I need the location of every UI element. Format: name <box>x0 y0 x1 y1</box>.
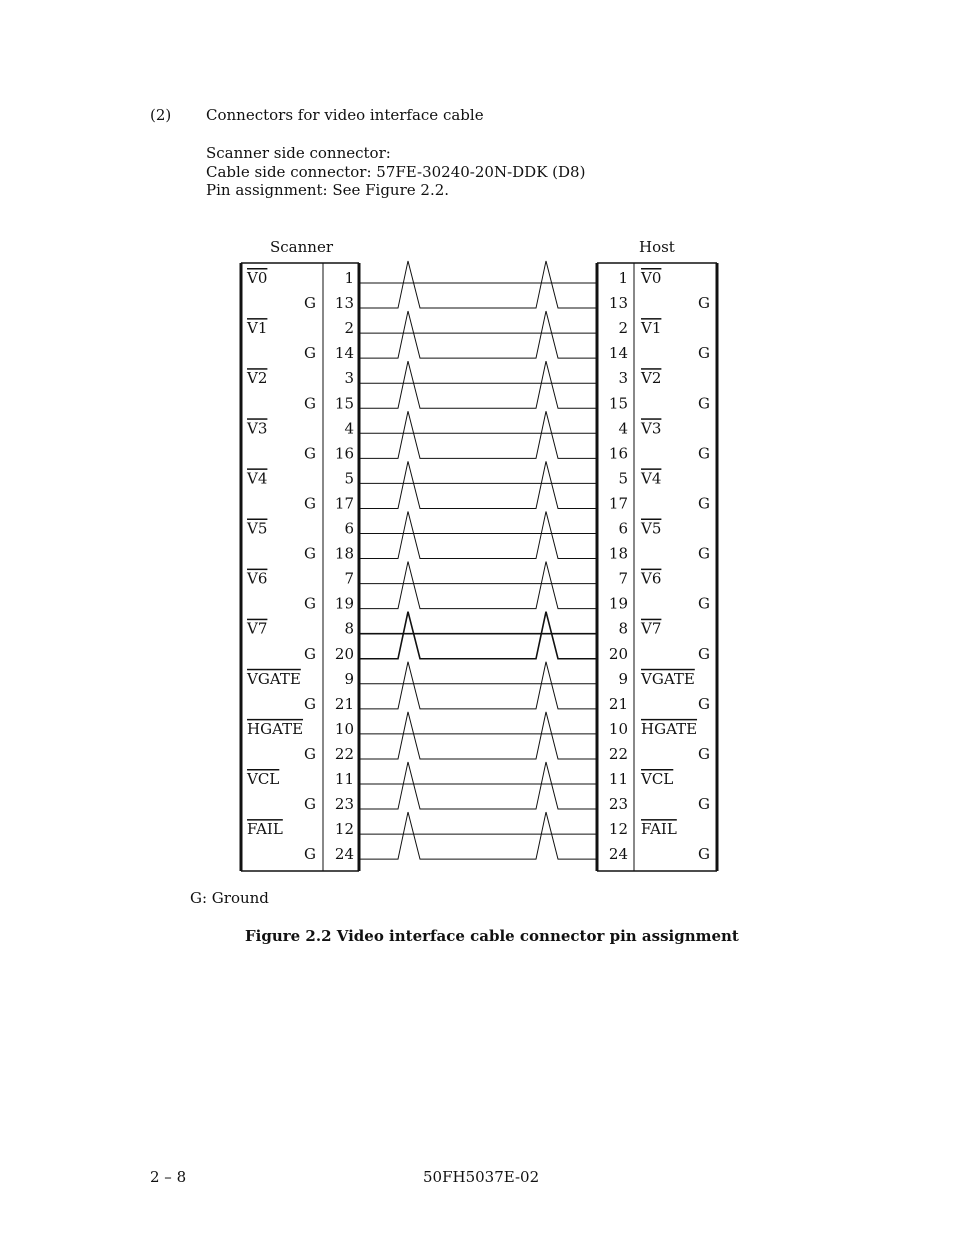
host-pin-number: 15 <box>608 394 628 413</box>
scanner-signal-name: V7 <box>247 619 268 638</box>
scanner-pin-number: 14 <box>334 344 354 363</box>
host-pin-number: 4 <box>618 419 628 438</box>
twisted-pair-wire <box>360 712 596 759</box>
host-label: Host <box>639 238 675 256</box>
host-ground-label: G <box>698 644 710 663</box>
twisted-pair-wire <box>360 812 596 859</box>
scanner-ground-label: G <box>304 694 316 713</box>
twisted-pair-wire <box>360 762 596 809</box>
scanner-ground-label: G <box>304 744 316 763</box>
scanner-signal-name: V3 <box>247 419 268 438</box>
twisted-pair-wire <box>360 662 596 709</box>
scanner-pin-number: 6 <box>344 519 354 538</box>
host-pin-number: 20 <box>608 644 628 663</box>
page-number: 2 – 8 <box>150 1168 187 1186</box>
host-pin-number: 8 <box>618 619 628 638</box>
document-id: 50FH5037E-02 <box>423 1168 540 1186</box>
scanner-pin-number: 20 <box>334 644 354 663</box>
host-ground-label: G <box>698 544 710 563</box>
host-pin-number: 24 <box>608 845 628 864</box>
host-pin-number: 22 <box>608 744 628 763</box>
scanner-label: Scanner <box>270 238 333 256</box>
figure-caption: Figure 2.2 Video interface cable connector pin assignment <box>245 927 739 945</box>
scanner-ground-label: G <box>304 594 316 613</box>
host-signal-name: V7 <box>641 619 662 638</box>
scanner-pin-number: 22 <box>334 744 354 763</box>
host-pin-number: 14 <box>608 344 628 363</box>
scanner-signal-name: V0 <box>247 269 268 287</box>
scanner-pin-number: 7 <box>344 569 354 588</box>
host-signal-name: V2 <box>641 369 662 388</box>
scanner-ground-label: G <box>304 544 316 563</box>
host-ground-label: G <box>698 444 710 463</box>
pin-assignment-note: Pin assignment: See Figure 2.2. <box>206 181 450 199</box>
host-pin-number: 10 <box>608 719 628 738</box>
host-ground-label: G <box>698 344 710 363</box>
section-number: (2) <box>150 106 172 124</box>
host-pin-number: 23 <box>608 795 628 814</box>
scanner-ground-label: G <box>304 344 316 363</box>
scanner-pin-number: 11 <box>334 770 354 788</box>
scanner-ground-label: G <box>304 494 316 513</box>
host-signal-name: HGATE <box>641 719 698 738</box>
scanner-pin-number: 2 <box>344 319 354 338</box>
host-pin-number: 11 <box>608 770 628 788</box>
scanner-signal-name: V5 <box>247 519 268 538</box>
twisted-pair-wire <box>360 261 596 308</box>
host-signal-name: FAIL <box>641 820 677 839</box>
section-title: Connectors for video interface cable <box>206 106 484 124</box>
scanner-pin-number: 5 <box>344 469 354 488</box>
ground-legend: G: Ground <box>190 889 269 907</box>
scanner-pin-number: 21 <box>334 694 354 713</box>
scanner-pin-number: 24 <box>334 845 354 864</box>
twisted-pair-wire <box>360 511 596 558</box>
host-signal-name: V4 <box>641 469 662 488</box>
scanner-pin-number: 10 <box>334 719 354 738</box>
host-signal-name: V3 <box>641 419 662 438</box>
host-ground-label: G <box>698 294 710 313</box>
host-pin-number: 18 <box>608 544 628 563</box>
host-ground-label: G <box>698 795 710 814</box>
scanner-side-connector: Scanner side connector: <box>206 144 391 162</box>
host-signal-name: VCL <box>641 770 674 788</box>
scanner-pin-number: 18 <box>334 544 354 563</box>
host-pin-number: 13 <box>608 294 628 313</box>
scanner-pin-number: 17 <box>334 494 354 513</box>
scanner-pin-number: 13 <box>334 294 354 313</box>
scanner-pin-number: 4 <box>344 419 354 438</box>
host-pin-number: 12 <box>608 820 628 839</box>
host-pin-number: 17 <box>608 494 628 513</box>
host-signal-name: V0 <box>641 269 662 287</box>
scanner-signal-name: VGATE <box>247 669 301 688</box>
host-pin-number: 16 <box>608 444 628 463</box>
host-pin-number: 2 <box>618 319 628 338</box>
twisted-pair-wire <box>360 361 596 408</box>
twisted-pair-wire <box>360 562 596 609</box>
scanner-pin-number: 12 <box>334 820 354 839</box>
cable-side-connector: Cable side connector: 57FE-30240-20N-DDK (D8) <box>206 163 586 181</box>
scanner-pin-number: 16 <box>334 444 354 463</box>
host-pin-number: 9 <box>618 669 628 688</box>
scanner-pin-number: 9 <box>344 669 354 688</box>
scanner-ground-label: G <box>304 845 316 864</box>
host-signal-name: V5 <box>641 519 662 538</box>
scanner-pin-number: 1 <box>344 269 354 287</box>
host-ground-label: G <box>698 494 710 513</box>
scanner-signal-name: V4 <box>247 469 268 488</box>
scanner-signal-name: FAIL <box>247 820 283 839</box>
twisted-pair-wire <box>360 612 596 659</box>
scanner-pin-number: 8 <box>344 619 354 638</box>
scanner-signal-name: V6 <box>247 569 268 588</box>
twisted-pair-wire <box>360 411 596 458</box>
scanner-signal-name: HGATE <box>247 719 304 738</box>
host-signal-name: VGATE <box>641 669 695 688</box>
host-pin-number: 6 <box>618 519 628 538</box>
host-ground-label: G <box>698 845 710 864</box>
scanner-signal-name: VCL <box>247 770 280 788</box>
host-pin-number: 7 <box>618 569 628 588</box>
scanner-ground-label: G <box>304 444 316 463</box>
scanner-ground-label: G <box>304 644 316 663</box>
host-ground-label: G <box>698 744 710 763</box>
host-pin-number: 3 <box>618 369 628 388</box>
scanner-ground-label: G <box>304 394 316 413</box>
scanner-ground-label: G <box>304 795 316 814</box>
host-pin-number: 1 <box>618 269 628 287</box>
scanner-ground-label: G <box>304 294 316 313</box>
twisted-pair-wire <box>360 461 596 508</box>
host-pin-number: 19 <box>608 594 628 613</box>
host-signal-name: V1 <box>641 319 662 338</box>
twisted-pair-wire <box>360 311 596 358</box>
host-ground-label: G <box>698 394 710 413</box>
scanner-pin-number: 15 <box>334 394 354 413</box>
host-pin-number: 5 <box>618 469 628 488</box>
host-ground-label: G <box>698 594 710 613</box>
scanner-signal-name: V2 <box>247 369 268 388</box>
host-ground-label: G <box>698 694 710 713</box>
scanner-signal-name: V1 <box>247 319 268 338</box>
scanner-pin-number: 3 <box>344 369 354 388</box>
scanner-pin-number: 19 <box>334 594 354 613</box>
host-signal-name: V6 <box>641 569 662 588</box>
host-pin-number: 21 <box>608 694 628 713</box>
scanner-pin-number: 23 <box>334 795 354 814</box>
